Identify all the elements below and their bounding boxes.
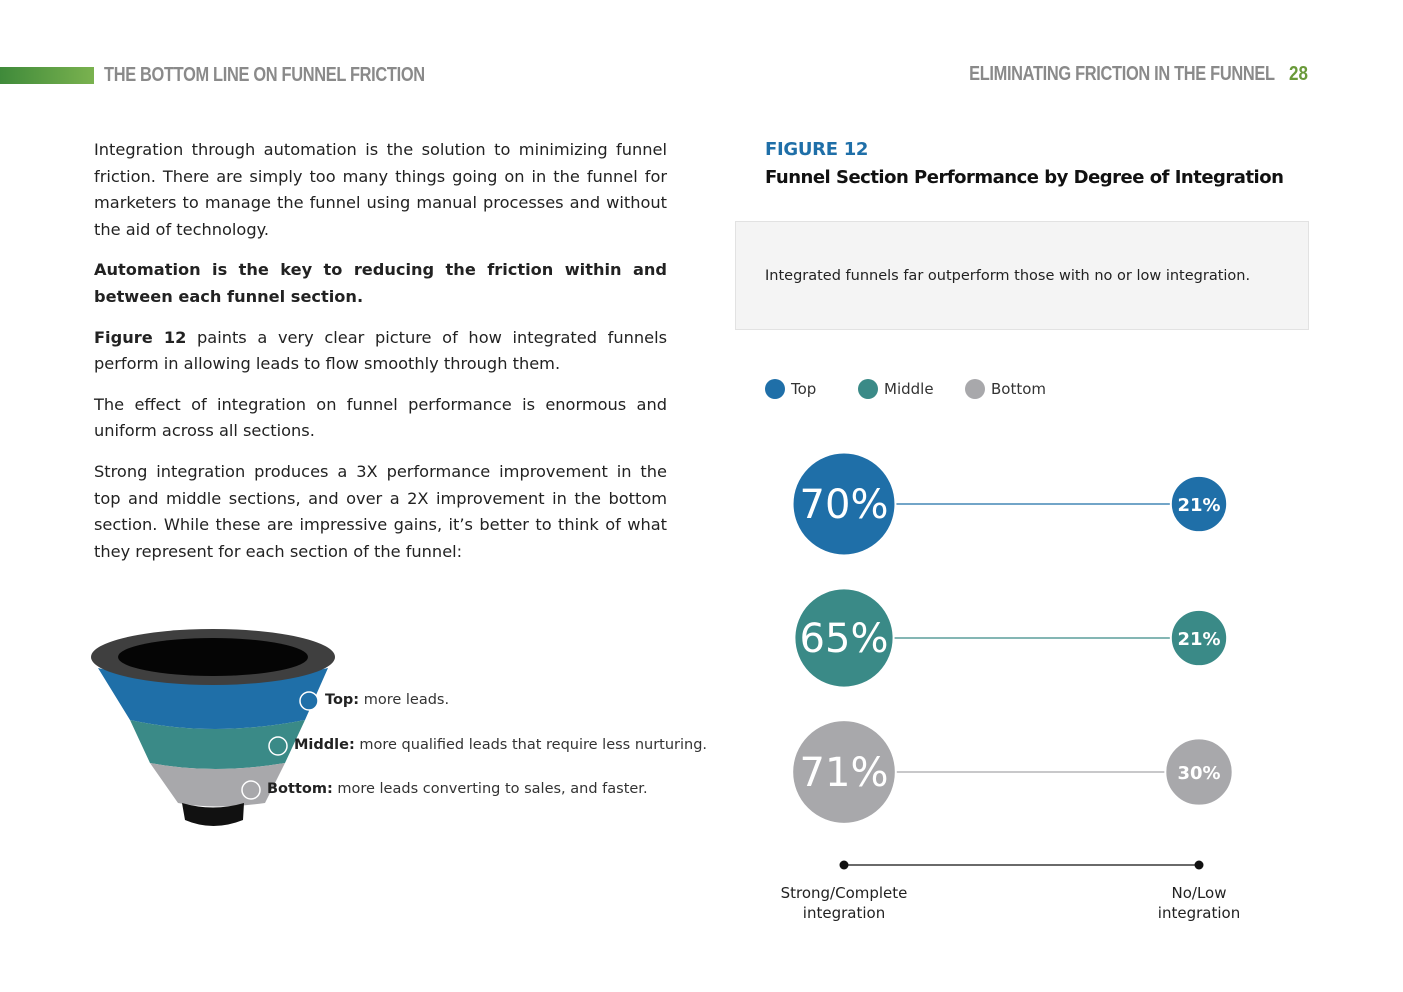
x-axis-right-line1: No/Low [1171,884,1227,902]
figure-reference: Figure 12 [94,327,187,347]
funnel-top-dot [300,692,318,710]
label-middle-low: 21% [1177,629,1221,650]
paragraph-5: Strong integration produces a 3X performance improvement in the top and middle sections, and over a 2X improvement in the bottom section. While these are impressive gains, it’s better to think of what they represent for each section of the funnel: [94,461,667,561]
legend-middle-label: Middle [884,380,934,398]
label-top-low: 21% [1177,495,1221,516]
funnel-bottom-label [267,781,648,797]
x-axis-right-line2: integration [1157,904,1241,922]
label-bottom-low: 30% [1177,763,1221,784]
callout-text: Integrated funnels far outperform those with no or low integration. [765,268,1251,284]
integration-chart [760,440,1280,880]
legend-top-label: Top [791,380,817,398]
section-title: THE BOTTOM LINE ON FUNNEL FRICTION [104,64,425,86]
x-axis-left-label [764,883,924,923]
legend-top-swatch [765,379,785,399]
paragraph-3-text: paints a very clear picture of how integrated funnels perform in allowing leads to flow smoothly through them. [94,327,668,374]
callout-box [735,221,1309,330]
funnel-middle-label-bold: Middle: [294,737,355,753]
legend-bottom-swatch [965,379,985,399]
figure-label: FIGURE 12 [765,139,869,160]
funnel-middle-label-text: more qualified leads that require less nurturing. [354,737,708,753]
header-accent-bar [0,67,94,84]
label-top-strong: 70% [799,482,889,528]
paragraph-3 [94,325,667,378]
funnel-bottom-label-bold: Bottom: [267,781,333,797]
funnel-top-label [325,692,449,708]
funnel-bottom-dot [242,781,260,799]
label-middle-strong: 65% [799,616,889,662]
legend-item-top [765,379,816,399]
legend-middle-swatch [858,379,878,399]
legend-item-bottom [965,379,1046,399]
page-number: 28 [1289,63,1308,85]
funnel-illustration [80,620,360,840]
legend-item-middle [858,379,934,399]
body-text [94,137,667,579]
x-axis-left-line2: integration [802,904,886,922]
chapter-title: ELIMINATING FRICTION IN THE FUNNEL [969,63,1275,85]
legend-bottom-label: Bottom [991,380,1047,398]
funnel-top-label-text: more leads. [359,692,450,708]
funnel-middle-label [294,737,707,753]
funnel-bottom-label-text: more leads converting to sales, and faster. [332,781,648,797]
x-axis-left-line1: Strong/Complete [780,884,908,902]
x-axis-left-tick [840,861,849,870]
label-bottom-strong: 71% [799,750,889,796]
figure-title: Funnel Section Performance by Degree of Integration [765,167,1284,188]
x-axis-right-label [1139,883,1259,923]
paragraph-2: Automation is the key to reducing the friction within and between each funnel section. [94,260,667,306]
funnel-middle-dot [269,737,287,755]
funnel-top-label-bold: Top: [325,692,360,708]
paragraph-4: The effect of integration on funnel performance is enormous and uniform across all sections. [94,394,667,441]
x-axis-right-tick [1195,861,1204,870]
paragraph-1: Integration through automation is the solution to minimizing funnel friction. There are simply too many things going on in the funnel for marketers to manage the funnel using manual processes and without the aid of technology. [94,140,667,239]
